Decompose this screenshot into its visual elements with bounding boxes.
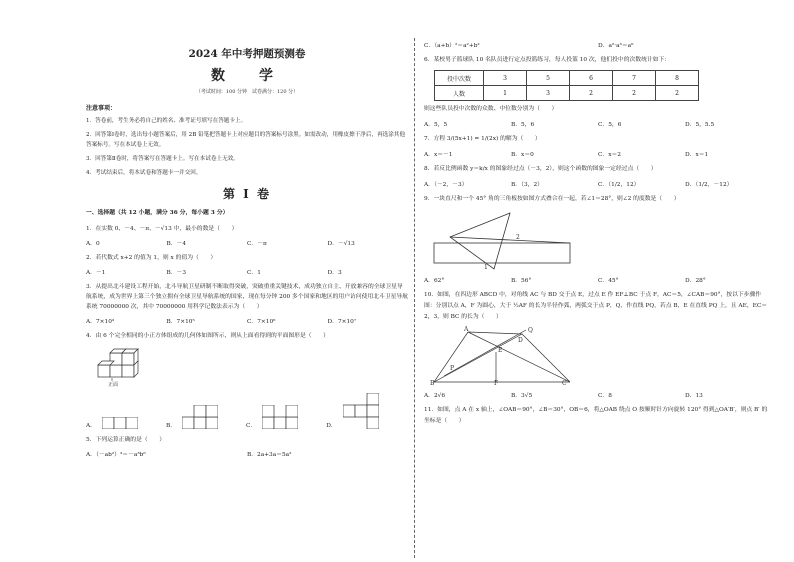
question-8: 8．若反比例函数 y＝k/x 的图象经过点（－3，2），则这个函数的图象一定经过点（ ） [424, 166, 657, 172]
note-item: 1．答卷前，考生务必将自己的姓名、准考证号填写在答题卡上。 [86, 118, 247, 124]
option-a [86, 417, 138, 429]
ruler-triangle-figure [432, 209, 772, 271]
option: A．（－2，－3） [424, 182, 468, 188]
angle-2-label: 2 [516, 234, 520, 241]
option: C．（a+b）²＝a²+b² [424, 43, 480, 49]
point-label: E [498, 347, 503, 354]
option: B．7×10⁵ [166, 319, 195, 325]
point-label: Q [528, 327, 533, 334]
question-1: 1．在实数 0、－4、－π、－√13 中，最小的数是（ ） [86, 226, 238, 232]
option: D．28° [685, 278, 706, 284]
option-label: B． [165, 423, 177, 429]
option: C．－π [247, 241, 267, 247]
option: D．3 [327, 270, 342, 276]
exam-title: 2024 年中考押题预测卷 [188, 48, 306, 60]
point-label: F [494, 380, 499, 386]
option: A．x＝－1 [424, 152, 453, 158]
point-label: D [518, 337, 523, 344]
option: A．2√6 [424, 393, 446, 399]
table-cell: 3 [527, 86, 570, 101]
quadrilateral-diagram [430, 326, 570, 386]
option: C．x＝2 [598, 152, 621, 158]
table-cell: 3 [484, 71, 527, 86]
option: C．5，6 [598, 122, 622, 128]
point-label: B [430, 380, 435, 386]
quadrilateral-figure [430, 326, 772, 386]
option: D．5，5.5 [685, 122, 715, 128]
option: A．5，5 [424, 122, 448, 128]
option: A．7×10³ [86, 319, 115, 325]
point-label: A [464, 326, 469, 333]
question-5-options-cont [424, 40, 772, 49]
option: C．7×10⁶ [247, 319, 276, 325]
question-11: 11．如图，点 A 在 x 轴上，∠OAB＝90°，∠B＝30°，OB＝6，将△OAB 绕点 O 按顺时针方向旋转 120° 得到△OA′B′，则点 B′ 的坐标是（ ） [424, 407, 768, 424]
option: B．56° [511, 278, 532, 284]
front-view-label: 正面 [108, 382, 119, 387]
option-c-shape [262, 405, 298, 429]
table-row [435, 86, 699, 101]
option: B．5，6 [511, 122, 535, 128]
option: D．7×10⁷ [327, 319, 357, 325]
question-5-options [86, 449, 408, 458]
question-10-options [424, 390, 772, 399]
option: B．2a+3a＝5a² [247, 452, 292, 458]
question-7: 7．方程 3/(5x+1) = 1/(2x) 的解为（ ） [424, 136, 541, 142]
question-2-options [86, 267, 408, 276]
option-label: A． [86, 423, 96, 429]
question-3: 3．从提出北斗建设工程开始，北斗导航卫星研制不断取得突破，突破重重关键技术，成功独立自主、开放兼容的全球卫星导航系统，成为世界上第三个独立拥有全球卫星导航系统的国家，现在每分钟 200 多个国家和地区的用户访问使用北斗卫星导航系统 70000000 次，其中 70000000 用科学记数法表示为（ ） [86, 284, 408, 310]
table-cell: 1 [484, 86, 527, 101]
option: A．（－ab²）³＝－a³b⁶ [86, 452, 146, 458]
option: D．a²·a³＝a⁶ [598, 43, 634, 49]
option-b-shape [182, 405, 218, 429]
option: B．3√5 [511, 393, 533, 399]
question-6-options [424, 119, 772, 128]
ruler-triangle-diagram [432, 209, 572, 271]
option: B．x＝0 [511, 152, 534, 158]
option: C．8 [598, 393, 612, 399]
option-d [326, 393, 378, 429]
question-9-options [424, 275, 772, 284]
option: B．－3 [166, 270, 187, 276]
section-heading: 一、选择题（共 12 小题，满分 36 分，每小题 3 分） [86, 210, 229, 216]
option: D．（1/2，－12） [685, 182, 733, 188]
table-cell: 8 [656, 71, 699, 86]
option-c [246, 405, 298, 429]
table-cell: 6 [570, 71, 613, 86]
table-cell: 投中次数 [435, 71, 484, 86]
option: D．x＝1 [685, 152, 709, 158]
exam-info: （考试时间：100 分钟 试卷满分：120 分） [195, 89, 299, 95]
question-2: 2．若代数式 x+2 的值为 1，则 x 的值为（ ） [86, 255, 217, 261]
column-divider [414, 38, 415, 558]
question-5: 5．下列运算正确的是（ ） [86, 437, 166, 443]
note-item: 3．回答第Ⅱ卷时，将答案写在答题卡上。写在本试卷上无效。 [86, 156, 239, 162]
table-row [435, 71, 699, 86]
note-item: 4．考试结束后，将本试卷和答题卡一并交回。 [86, 170, 202, 176]
table-cell: 2 [570, 86, 613, 101]
question-3-options [86, 316, 408, 325]
question-10: 10．如图，在四边形 ABCD 中，对角线 AC 与 BD 交于点 E，过点 E 作 EF⊥BC 于点 F，AC＝5，∠CAB＝90°，按以下步骤作图：分别以点 A，F 为圆心，大于 ½AF 的长为半径作弧，两弧交于点 P，Q，作直线 PQ，若点 B，E 在直线 PQ 上，且 AE，EC＝2，3，则 BC 的长为（ ） [424, 292, 768, 320]
subject-title: 数 学 [211, 68, 283, 84]
option-b [166, 405, 218, 429]
question-4-options [86, 393, 408, 429]
question-6-follow: 则这些队员投中次数的众数、中位数分别为（ ） [424, 106, 558, 112]
table-cell: 5 [527, 71, 570, 86]
option: A．0 [86, 241, 100, 247]
option: B．（3，2） [511, 182, 543, 188]
question-6: 6．某校男子篮球队 10 名队员进行定点投篮练习，每人投篮 10 次，他们投中的次数统计如下： [424, 57, 671, 63]
table-cell: 7 [613, 71, 656, 86]
frequency-table [434, 70, 699, 101]
cube-figure [94, 345, 408, 387]
option-label: D． [326, 423, 337, 429]
question-1-options [86, 238, 408, 247]
option-label: C． [246, 423, 257, 429]
option: A．62° [424, 278, 445, 284]
section-title: 第 Ⅰ 卷 [223, 187, 271, 201]
right-column [424, 40, 772, 427]
point-label: P [450, 365, 455, 372]
option: C．1 [247, 270, 261, 276]
question-9: 9．一块直尺和一个 45° 角的三角板按如图方式叠合在一起，若∠1＝28°，则∠2 的度数是（ ） [424, 196, 680, 202]
question-4: 4．由 6 个完全相同的小正方体组成的几何体如图所示，则从上面看得到的平面图形是（ ） [86, 333, 329, 339]
cube-stack-diagram [94, 345, 158, 387]
question-8-options [424, 179, 772, 188]
option: A．－1 [86, 270, 106, 276]
angle-1-label: 1 [484, 264, 488, 271]
table-cell: 2 [613, 86, 656, 101]
option-a-shape [102, 417, 138, 429]
option-d-shape [343, 393, 379, 429]
table-cell: 人数 [435, 86, 484, 101]
option: B．－4 [166, 241, 187, 247]
option: D．13 [685, 393, 703, 399]
option: C．（1/2，12） [598, 182, 640, 188]
point-label: C [562, 380, 567, 386]
note-item: 2．回答第Ⅰ卷时，选出每小题答案后，用 2B 铅笔把答题卡上对应题目的答案标号涂黑。如需改动，用橡皮擦干净后，再选涂其他答案标号。写在本试卷上无效。 [86, 132, 406, 148]
option: D．－√13 [327, 241, 355, 247]
table-cell: 2 [656, 86, 699, 101]
left-column [86, 42, 408, 458]
notes-heading: 注意事项： [86, 105, 117, 112]
question-7-options [424, 149, 772, 158]
option: C．45° [598, 278, 619, 284]
